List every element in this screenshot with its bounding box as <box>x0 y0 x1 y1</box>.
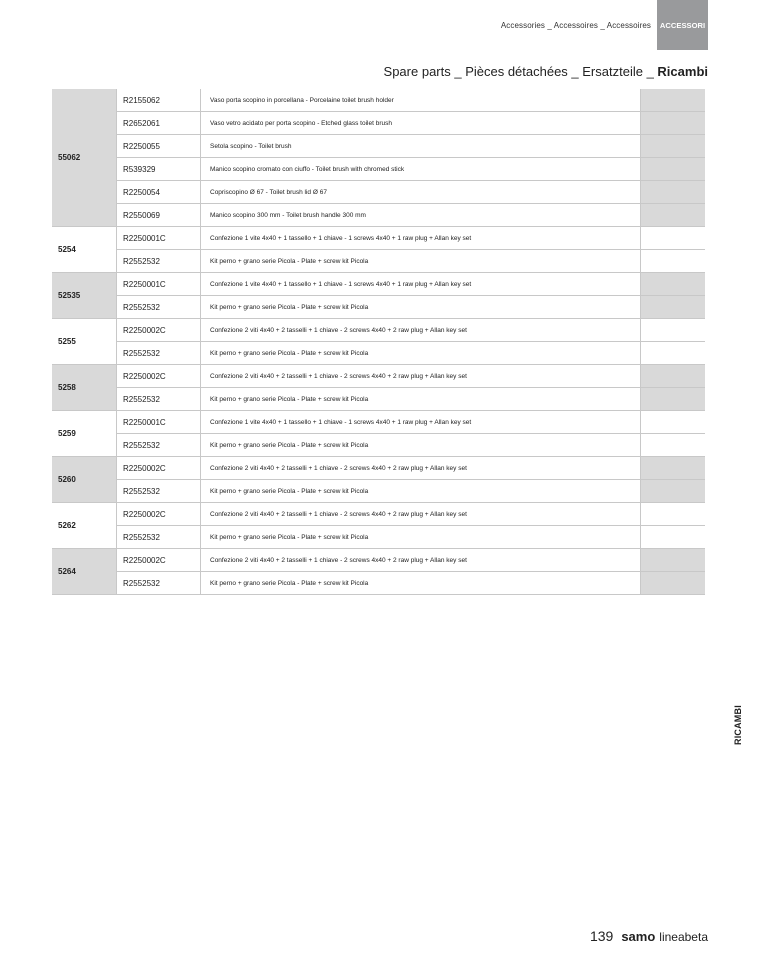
table-row <box>52 227 705 250</box>
model-code: 5255 <box>52 319 117 365</box>
part-code: R539329 <box>117 158 201 181</box>
part-description: Vaso vetro acidato per porta scopino - Etched glass toilet brush <box>201 112 641 135</box>
table-row <box>52 572 705 595</box>
extra-cell <box>641 112 706 135</box>
extra-cell <box>641 457 706 480</box>
extra-cell <box>641 273 706 296</box>
table-row <box>52 388 705 411</box>
part-description: Copriscopino Ø 67 - Toilet brush lid Ø 67 <box>201 181 641 204</box>
table-row <box>52 457 705 480</box>
part-code: R2250002C <box>117 365 201 388</box>
part-code: R2250002C <box>117 319 201 342</box>
extra-cell <box>641 572 706 595</box>
spare-parts-table <box>52 89 705 595</box>
extra-cell <box>641 89 706 112</box>
part-description: Confezione 2 viti 4x40 + 2 tasselli + 1 chiave - 2 screws 4x40 + 2 raw plug + Allan key set <box>201 457 641 480</box>
part-code: R2250001C <box>117 273 201 296</box>
table-row <box>52 89 705 112</box>
table-row <box>52 480 705 503</box>
model-code: 5262 <box>52 503 117 549</box>
extra-cell <box>641 158 706 181</box>
table-row <box>52 112 705 135</box>
part-description: Confezione 1 vite 4x40 + 1 tassello + 1 chiave - 1 screws 4x40 + 1 raw plug + Allan key set <box>201 227 641 250</box>
table-row <box>52 411 705 434</box>
extra-cell <box>641 480 706 503</box>
model-code: 5264 <box>52 549 117 595</box>
part-description: Confezione 1 vite 4x40 + 1 tassello + 1 chiave - 1 screws 4x40 + 1 raw plug + Allan key set <box>201 411 641 434</box>
part-description: Vaso porta scopino in porcellana - Porcelaine toilet brush holder <box>201 89 641 112</box>
table-row <box>52 296 705 319</box>
table-row <box>52 365 705 388</box>
page-title-bold: Ricambi <box>657 64 708 79</box>
table-row <box>52 503 705 526</box>
extra-cell <box>641 204 706 227</box>
extra-cell <box>641 181 706 204</box>
part-code: R2250054 <box>117 181 201 204</box>
part-description: Setola scopino - Toilet brush <box>201 135 641 158</box>
table-row <box>52 135 705 158</box>
extra-cell <box>641 549 706 572</box>
table-row <box>52 434 705 457</box>
part-description: Confezione 2 viti 4x40 + 2 tasselli + 1 chiave - 2 screws 4x40 + 2 raw plug + Allan key set <box>201 365 641 388</box>
extra-cell <box>641 342 706 365</box>
table-row <box>52 526 705 549</box>
extra-cell <box>641 296 706 319</box>
part-description: Confezione 2 viti 4x40 + 2 tasselli + 1 chiave - 2 screws 4x40 + 2 raw plug + Allan key set <box>201 549 641 572</box>
part-code: R2250001C <box>117 227 201 250</box>
extra-cell <box>641 526 706 549</box>
part-description: Kit perno + grano serie Picola - Plate + screw kit Picola <box>201 480 641 503</box>
brand-logo: samo <box>621 929 656 944</box>
page-title <box>384 64 708 79</box>
part-description: Kit perno + grano serie Picola - Plate + screw kit Picola <box>201 434 641 457</box>
part-description: Kit perno + grano serie Picola - Plate + screw kit Picola <box>201 572 641 595</box>
header-bar <box>501 0 708 50</box>
extra-cell <box>641 250 706 273</box>
part-description: Kit perno + grano serie Picola - Plate + screw kit Picola <box>201 342 641 365</box>
table-row <box>52 319 705 342</box>
extra-cell <box>641 319 706 342</box>
part-code: R2552532 <box>117 388 201 411</box>
part-description: Confezione 2 viti 4x40 + 2 tasselli + 1 chiave - 2 screws 4x40 + 2 raw plug + Allan key set <box>201 319 641 342</box>
extra-cell <box>641 411 706 434</box>
part-code: R2250002C <box>117 549 201 572</box>
extra-cell <box>641 227 706 250</box>
table-row <box>52 158 705 181</box>
extra-cell <box>641 135 706 158</box>
part-code: R2552532 <box>117 572 201 595</box>
part-code: R2552532 <box>117 434 201 457</box>
part-code: R2652061 <box>117 112 201 135</box>
breadcrumb: Accessories _ Accessoires _ Accessoires <box>500 20 651 30</box>
part-description: Kit perno + grano serie Picola - Plate + screw kit Picola <box>201 526 641 549</box>
page-number: 139 <box>589 928 614 944</box>
model-code: 5258 <box>52 365 117 411</box>
part-code: R2552532 <box>117 480 201 503</box>
extra-cell <box>641 388 706 411</box>
side-section-label: RICAMBI <box>733 705 743 745</box>
part-code: R2250002C <box>117 457 201 480</box>
table-row <box>52 273 705 296</box>
table-row <box>52 342 705 365</box>
table-row <box>52 549 705 572</box>
part-code: R2250002C <box>117 503 201 526</box>
part-description: Manico scopino 300 mm - Toilet brush handle 300 mm <box>201 204 641 227</box>
part-code: R2250055 <box>117 135 201 158</box>
part-description: Kit perno + grano serie Picola - Plate + screw kit Picola <box>201 388 641 411</box>
table-row <box>52 204 705 227</box>
model-code: 5259 <box>52 411 117 457</box>
model-code: 55062 <box>52 89 117 227</box>
extra-cell <box>641 434 706 457</box>
part-description: Kit perno + grano serie Picola - Plate + screw kit Picola <box>201 296 641 319</box>
part-code: R2550069 <box>117 204 201 227</box>
part-code: R2552532 <box>117 250 201 273</box>
brand-line-name: lineabeta <box>659 930 708 944</box>
part-code: R2552532 <box>117 526 201 549</box>
part-description: Manico scopino cromato con ciuffo - Toilet brush with chromed stick <box>201 158 641 181</box>
part-code: R2250001C <box>117 411 201 434</box>
page-title-main: Spare parts _ Pièces détachées _ Ersatzteile _ <box>383 64 654 79</box>
extra-cell <box>641 503 706 526</box>
extra-cell <box>641 365 706 388</box>
part-code: R2552532 <box>117 342 201 365</box>
part-code: R2552532 <box>117 296 201 319</box>
footer <box>590 928 708 944</box>
part-code: R2155062 <box>117 89 201 112</box>
part-description: Confezione 1 vite 4x40 + 1 tassello + 1 chiave - 1 screws 4x40 + 1 raw plug + Allan key set <box>201 273 641 296</box>
part-description: Confezione 2 viti 4x40 + 2 tasselli + 1 chiave - 2 screws 4x40 + 2 raw plug + Allan key set <box>201 503 641 526</box>
model-code: 52535 <box>52 273 117 319</box>
model-code: 5254 <box>52 227 117 273</box>
model-code: 5260 <box>52 457 117 503</box>
part-description: Kit perno + grano serie Picola - Plate + screw kit Picola <box>201 250 641 273</box>
table-row <box>52 181 705 204</box>
section-tag: ACCESSORI <box>657 0 708 50</box>
table-row <box>52 250 705 273</box>
